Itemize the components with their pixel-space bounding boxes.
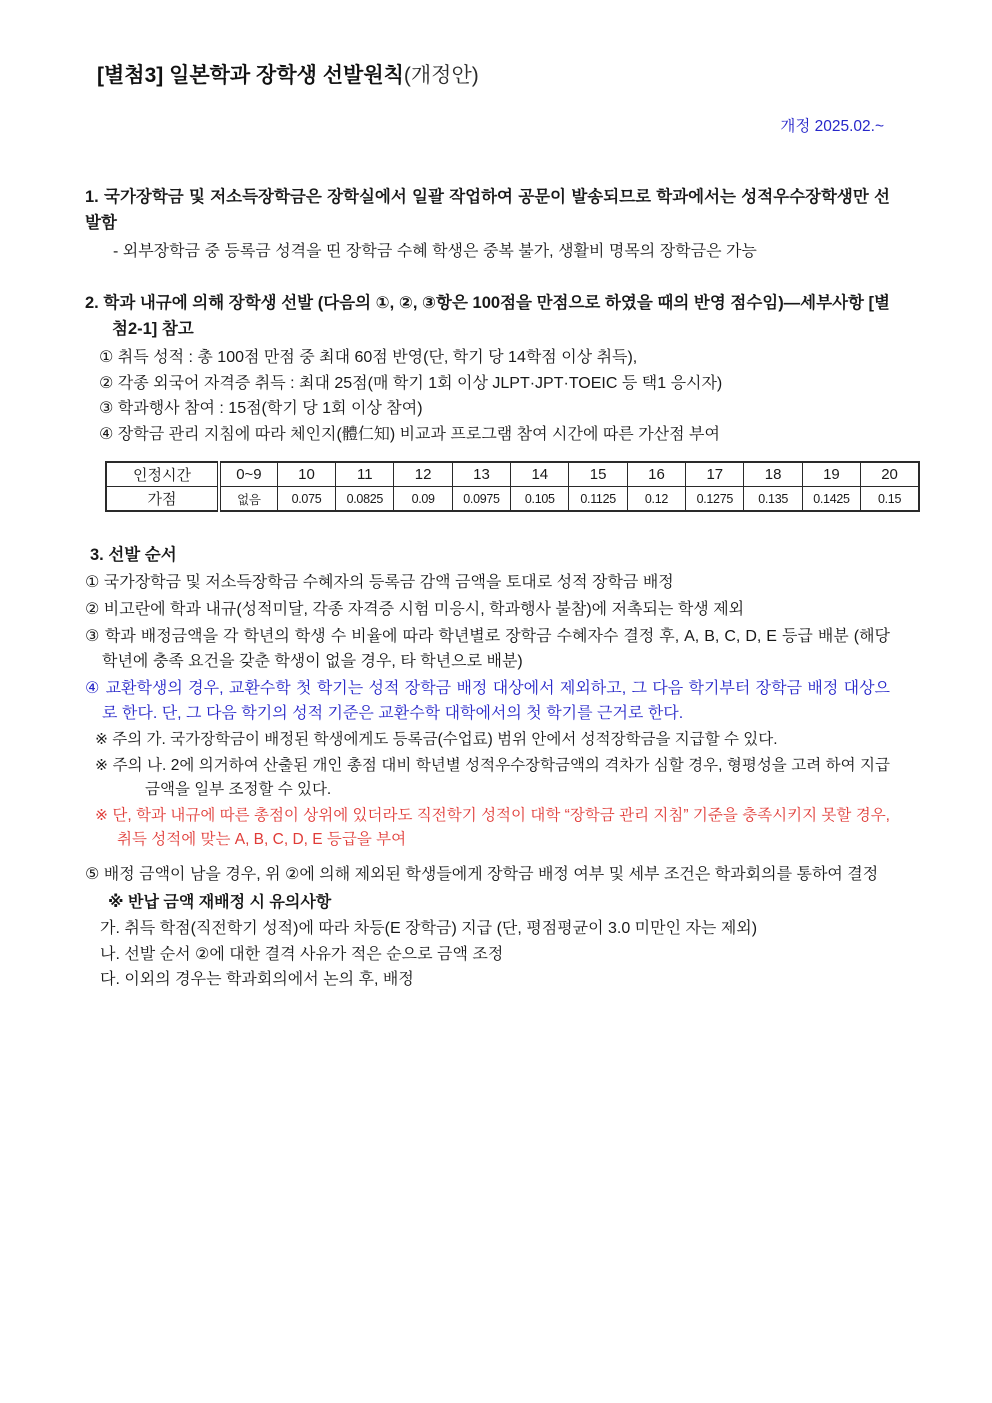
section3-item-5: ⑤ 배정 금액이 남을 경우, 위 ②에 의해 제외된 학생들에게 장학금 배정 여부 및 세부 조건은 학과회의를 통하여 결정 (85, 866, 879, 883)
section2-heading: 2. 학과 내규에 의해 장학생 선발 (다음의 ①, ②, ③항은 100점을 만점으로 하였을 때의 반영 점수임)—세부사항 [별첨2-1] 참고 (85, 294, 890, 338)
section3-caution-a: ※ 주의 가. 국가장학금이 배정된 학생에게도 등록금(수업료) 범위 안에서 성적장학금을 지급할 수 있다. (95, 731, 778, 748)
table-points-cell: 0.135 (744, 487, 802, 512)
table-hours-cell: 14 (511, 462, 569, 487)
table-points-cell: 0.0825 (336, 487, 394, 512)
section2-item-4: ④ 장학금 관리 지침에 따라 체인지(體仁知) 비교과 프로그램 참여 시간에 따른 가산점 부여 (99, 425, 720, 443)
table-hours-cell: 18 (744, 462, 802, 487)
section2-item-list (99, 345, 890, 447)
section2-item-2: ② 각종 외국어 자격증 취득 : 최대 25점(매 학기 1회 이상 JLPT·JPT·TOEIC 등 택1 응시자) (99, 374, 723, 392)
table-points-cell: 0.075 (277, 487, 335, 512)
bonus-points-table (105, 461, 920, 512)
section2-item-3: ③ 학과행사 참여 : 15점(학기 당 1회 이상 참여) (99, 400, 423, 417)
table-hours-cell: 19 (802, 462, 860, 487)
table-points-cell: 0.105 (511, 487, 569, 512)
table-points-cell: 0.1425 (802, 487, 860, 512)
table-hours-cell: 20 (861, 462, 919, 487)
table-row-points (106, 487, 919, 512)
section2-item-1: ① 취득 성적 : 총 100점 만점 중 최대 60점 반영(단, 학기 당 14학점 이상 취득), (99, 349, 638, 366)
table-hours-cell: 17 (686, 462, 744, 487)
section3-item-3: ③ 학과 배정금액을 각 학년의 학생 수 비율에 따라 학년별로 장학금 수혜자수 결정 후, A, B, C, D, E 등급 배분 (해당 학년에 충족 요건을 갖춘 학생이 없을 경우, 타 학년으로 배분) (85, 628, 890, 670)
section3-heading: 3. 선발 순서 (90, 546, 177, 564)
table-points-cell: 0.1125 (569, 487, 627, 512)
table-points-cell: 0.12 (627, 487, 685, 512)
table-hours-cell: 11 (336, 462, 394, 487)
table-row-hours (106, 462, 919, 487)
section3-item-2: ② 비고란에 학과 내규(성적미달, 각종 자격증 시험 미응시, 학과행사 불참)에 저촉되는 학생 제외 (85, 601, 745, 618)
section3-caution-red: ※ 단, 학과 내규에 따른 총점이 상위에 있더라도 직전학기 성적이 대학 “장학금 관리 지침” 기준을 충족시키지 못할 경우, 취득 성적에 맞는 A, B, C, D, E 등급을 부여 (95, 807, 890, 848)
table-hours-cell: 12 (394, 462, 452, 487)
revision-date: 개정 2025.02.~ (780, 118, 884, 135)
table-points-cell: 0.1275 (686, 487, 744, 512)
table-points-cell: 0.0975 (452, 487, 510, 512)
table-hours-cell: 0~9 (219, 462, 277, 487)
table-hours-cell: 16 (627, 462, 685, 487)
table-hours-cell: 15 (569, 462, 627, 487)
table-points-cell: 0.15 (861, 487, 919, 512)
refund-reallocation-heading: ※ 반납 금액 재배정 시 유의사항 (108, 894, 332, 911)
table-header-points: 가점 (106, 487, 219, 512)
table-points-cell: 없음 (219, 487, 277, 512)
table-hours-cell: 13 (452, 462, 510, 487)
page-title-main: [별첨3] 일본학과 장학생 선발원칙 (97, 64, 404, 87)
refund-item-da: 다. 이외의 경우는 학과회의에서 논의 후, 배정 (100, 971, 414, 988)
refund-item-na: 나. 선발 순서 ②에 대한 결격 사유가 적은 순으로 금액 조정 (100, 945, 504, 963)
table-header-hours: 인정시간 (106, 462, 219, 487)
table-hours-cell: 10 (277, 462, 335, 487)
section1-note: - 외부장학금 중 등록금 성격을 띤 장학금 수혜 학생은 중복 불가, 생활비 명목의 장학금은 가능 (113, 243, 757, 260)
table-points-cell: 0.09 (394, 487, 452, 512)
page-title-suffix: (개정안) (403, 64, 479, 87)
refund-item-ga: 가. 취득 학점(직전학기 성적)에 따라 차등(E 장학금) 지급 (단, 평점평균이 3.0 미만인 자는 제외) (100, 920, 758, 937)
page-title (97, 62, 890, 90)
section3-item-1: ① 국가장학금 및 저소득장학금 수혜자의 등록금 감액 금액을 토대로 성적 장학금 배정 (85, 574, 674, 591)
section3-item-4-exchange-students: ④ 교환학생의 경우, 교환수학 첫 학기는 성적 장학금 배정 대상에서 제외하고, 그 다음 학기부터 장학금 배정 대상으로 한다. 단, 그 다음 학기의 성적 기준은 교환수학 대학에서의 첫 학기를 근거로 한다. (85, 680, 890, 722)
section1-heading: 1. 국가장학금 및 저소득장학금은 장학실에서 일괄 작업하여 공문이 발송되므로 학과에서는 성적우수장학생만 선발함 (85, 188, 890, 232)
section3-caution-b: ※ 주의 나. 2에 의거하여 산출된 개인 총점 대비 학년별 성적우수장학금액의 격차가 심할 경우, 형평성을 고려 하여 지급 금액을 일부 조정할 수 있다. (95, 757, 890, 798)
